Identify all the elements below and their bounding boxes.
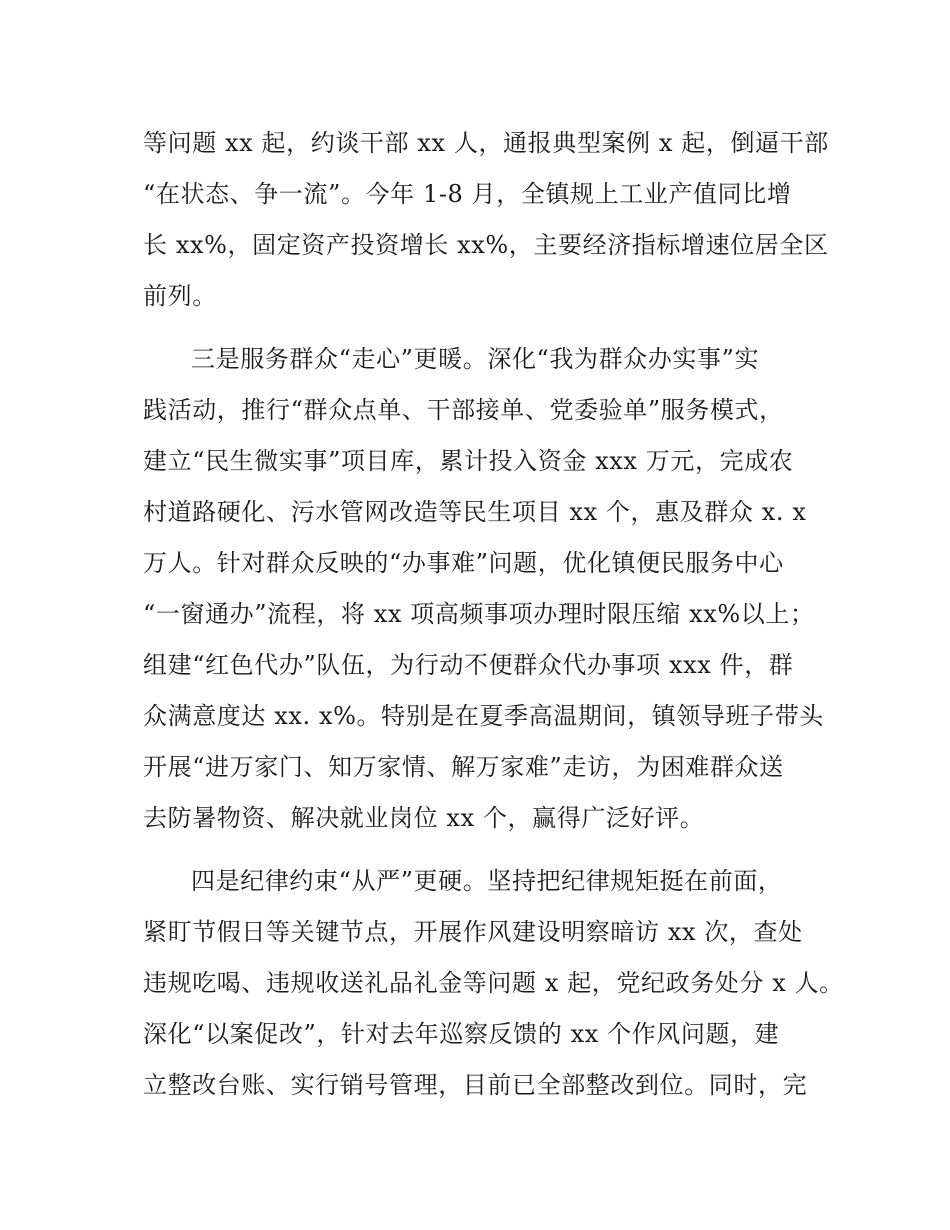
paragraph-3-line-4: 深化“以案促改”，针对去年巡察反馈的 xx 个作风问题，建 [143,1020,780,1048]
paragraph-2-line-5: 万人。针对群众反映的“办事难”问题，优化镇便民服务中心 [143,549,784,577]
paragraph-1-line-1: 等问题 xx 起，约谈干部 xx 人，通报典型案例 x 起，倒逼干部 [143,129,829,157]
paragraph-2-line-1: 三是服务群众“走心”更暖。深化“我为群众办实事”实 [191,345,760,373]
paragraph-2-line-4: 村道路硬化、污水管网改造等民生项目 xx 个，惠及群众 x. x [143,498,807,526]
paragraph-2-line-3: 建立“民生微实事”项目库，累计投入资金 xxx 万元，完成农 [143,447,794,475]
paragraph-3-line-2: 紧盯节假日等关键节点，开展作风建设明察暗访 xx 次，查处 [143,918,803,946]
paragraph-2-line-7: 组建“红色代办”队伍，为行动不便群众代办事项 xxx 件，群 [143,651,794,679]
paragraph-2-line-8: 众满意度达 xx. x%。特别是在夏季高温期间，镇领导班子带头 [143,702,824,730]
paragraph-3-line-5: 立整改台账、实行销号管理，目前已全部整改到位。同时，完 [143,1071,808,1099]
paragraph-1-line-4: 前列。 [143,282,217,310]
paragraph-2-line-2: 践活动，推行“群众点单、干部接单、党委验单”服务模式， [143,396,784,424]
paragraph-1-line-3: 长 xx%，固定资产投资增长 xx%，主要经济指标增速位居全区 [143,231,829,259]
paragraph-2-line-6: “一窗通办”流程，将 xx 项高频事项办理时限压缩 xx%以上； [143,600,815,628]
paragraph-2-line-10: 去防暑物资、解决就业岗位 xx 个，赢得广泛好评。 [143,804,705,832]
paragraph-1-line-2: “在状态、争一流”。今年 1-8 月，全镇规上工业产值同比增 [143,180,792,208]
paragraph-2-line-9: 开展“进万家门、知万家情、解万家难”走访，为困难群众送 [143,753,784,781]
paragraph-3-line-3: 违规吃喝、违规收送礼品礼金等问题 x 起，党纪政务处分 x 人。 [143,969,844,997]
paragraph-3-line-1: 四是纪律约束“从严”更硬。坚持把纪律规矩挺在前面， [191,867,783,895]
